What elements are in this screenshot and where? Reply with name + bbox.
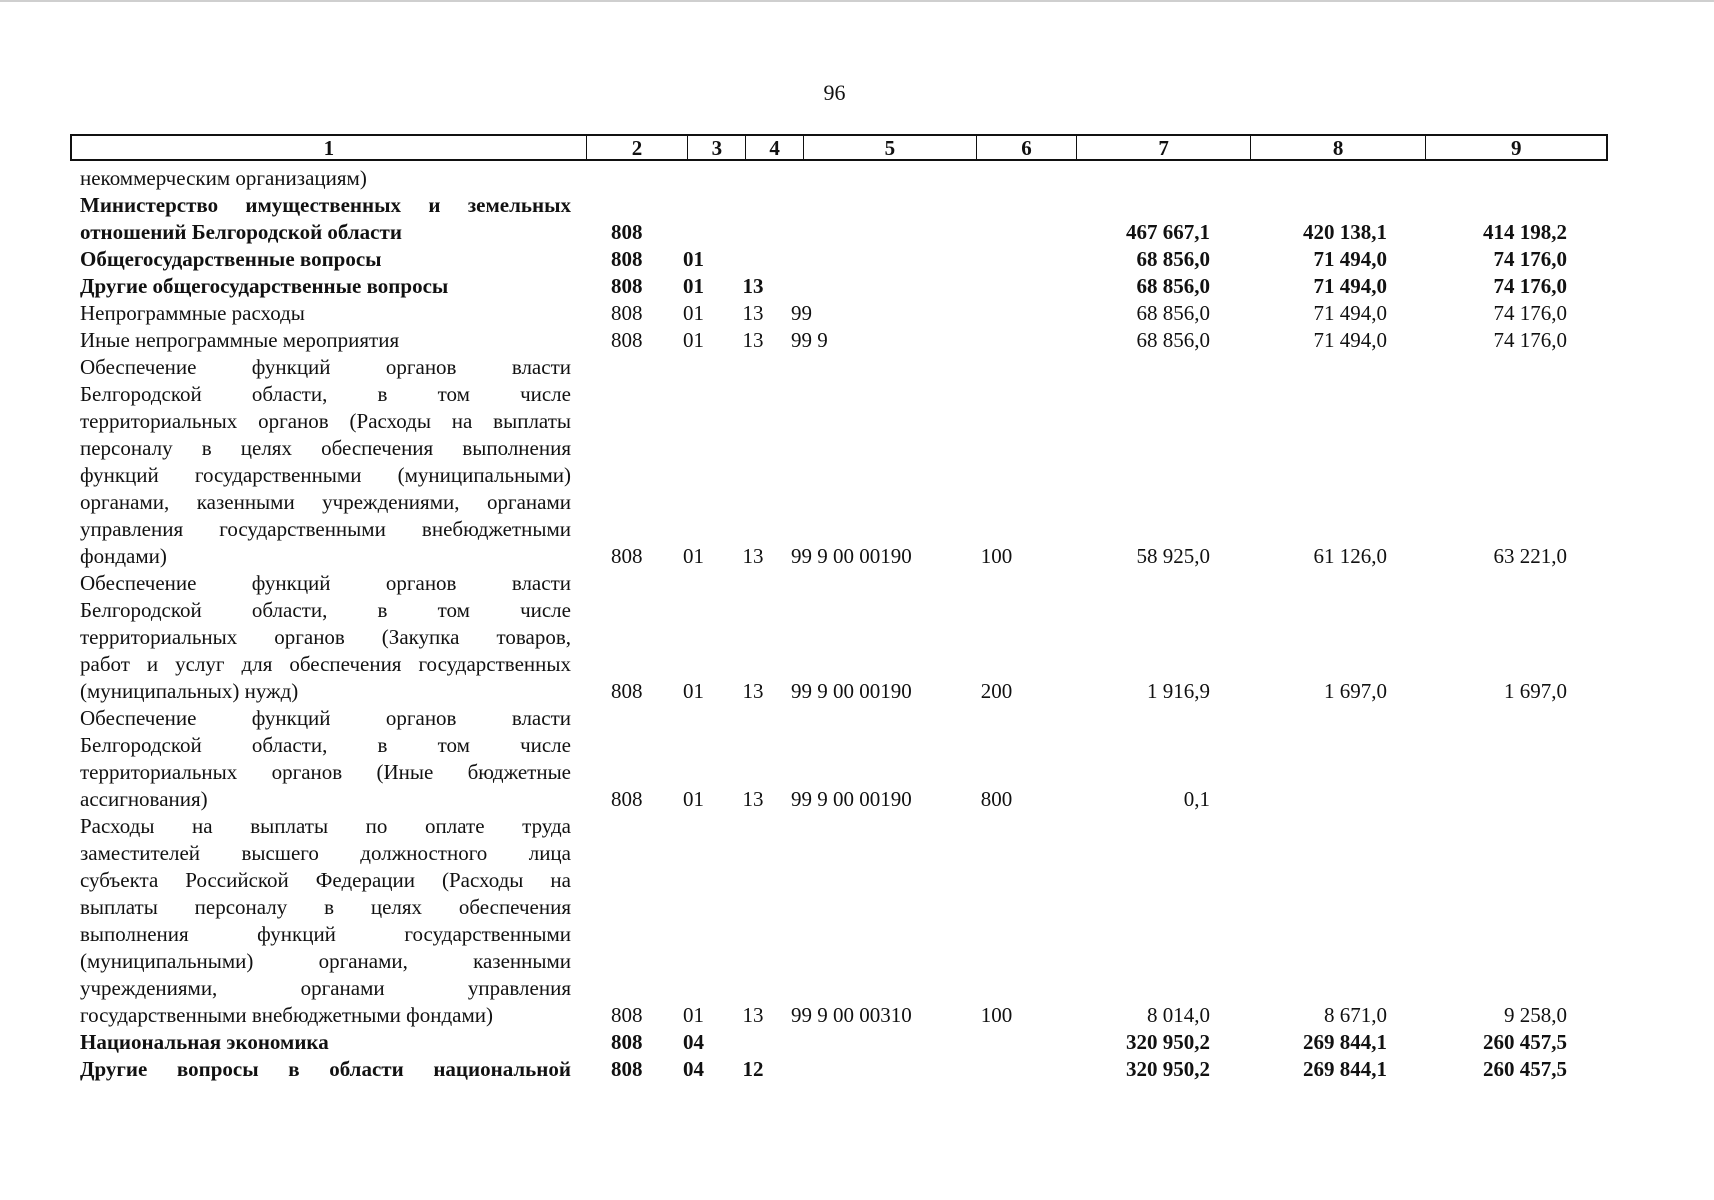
cell-col-4: 13 <box>742 787 764 811</box>
header-col-4: 4 <box>745 136 803 159</box>
description-line: органами, казенными учреждениями, органами <box>80 490 571 514</box>
cell-col-7: 68 856,0 <box>1136 274 1210 298</box>
description-line: территориальных органов (Иные бюджетные <box>80 760 571 784</box>
header-col-3: 3 <box>687 136 745 159</box>
cell-col-8: 71 494,0 <box>1313 328 1387 352</box>
header-col-1: 1 <box>323 136 335 160</box>
cell-col-7: 8 014,0 <box>1147 1003 1210 1027</box>
cell-col-9: 74 176,0 <box>1493 328 1567 352</box>
cell-col-9: 74 176,0 <box>1493 301 1567 325</box>
cell-col-7: 68 856,0 <box>1136 247 1210 271</box>
description-line: Непрограммные расходы <box>80 301 305 325</box>
table-row <box>80 1056 1610 1083</box>
cell-col-2: 808 <box>611 544 643 568</box>
table-row <box>80 273 1610 300</box>
cell-col-3: 01 <box>683 679 704 703</box>
row-description <box>80 354 571 570</box>
description-line: работ и услуг для обеспечения государственных <box>80 652 571 676</box>
table-header <box>70 134 1608 161</box>
cell-col-7: 1 916,9 <box>1147 679 1210 703</box>
table-row <box>80 165 1610 192</box>
row-description <box>80 192 571 246</box>
cell-col-5: 99 9 00 00190 <box>791 679 912 703</box>
cell-col-2: 808 <box>611 679 643 703</box>
description-line: персоналу в целях обеспечения выполнения <box>80 436 571 460</box>
header-col-2: 2 <box>586 136 688 159</box>
row-description <box>80 705 571 813</box>
cell-col-5: 99 9 <box>791 328 828 352</box>
description-line: Иные непрограммные мероприятия <box>80 328 400 352</box>
description-line: Белгородской области, в том числе <box>80 598 571 622</box>
cell-col-9: 1 697,0 <box>1504 679 1567 703</box>
description-line: управления государственными внебюджетными <box>80 517 571 541</box>
table-row <box>80 300 1610 327</box>
cell-col-7: 320 950,2 <box>1126 1030 1210 1054</box>
row-description <box>80 570 571 705</box>
description-line: субъекта Российской Федерации (Расходы на <box>80 868 571 892</box>
table-row <box>80 327 1610 354</box>
row-description <box>80 327 571 354</box>
cell-col-3: 01 <box>683 274 704 298</box>
cell-col-7: 0,1 <box>1183 787 1210 811</box>
description-line: Обеспечение функций органов власти <box>80 706 571 730</box>
description-line: выполнения функций государственными <box>80 922 571 946</box>
cell-col-3: 04 <box>683 1030 704 1054</box>
cell-col-9: 260 457,5 <box>1483 1057 1567 1081</box>
cell-col-8: 8 671,0 <box>1324 1003 1387 1027</box>
cell-col-4: 12 <box>742 1057 764 1081</box>
cell-col-3: 01 <box>683 787 704 811</box>
cell-col-2: 808 <box>611 220 643 244</box>
table-row <box>80 813 1610 1029</box>
cell-col-3: 01 <box>683 301 704 325</box>
cell-col-2: 808 <box>611 1030 643 1054</box>
cell-col-4: 13 <box>742 679 764 703</box>
header-col-5: 5 <box>803 136 976 159</box>
table-row <box>80 192 1610 246</box>
cell-col-5: 99 <box>791 301 812 325</box>
description-line: Расходы на выплаты по оплате труда <box>80 814 571 838</box>
cell-col-9: 414 198,2 <box>1483 220 1567 244</box>
cell-col-3: 04 <box>683 1057 704 1081</box>
description-line: Министерство имущественных и земельных <box>80 193 571 217</box>
cell-col-4: 13 <box>742 328 764 352</box>
cell-col-8: 71 494,0 <box>1313 247 1387 271</box>
description-line: отношений Белгородской области <box>80 220 402 244</box>
cell-col-9: 9 258,0 <box>1504 1003 1567 1027</box>
description-line: Обеспечение функций органов власти <box>80 355 571 379</box>
description-line: заместителей высшего должностного лица <box>80 841 571 865</box>
cell-col-9: 74 176,0 <box>1493 274 1567 298</box>
cell-col-6: 800 <box>980 787 1013 811</box>
cell-col-7: 68 856,0 <box>1136 301 1210 325</box>
cell-col-7: 68 856,0 <box>1136 328 1210 352</box>
cell-col-5: 99 9 00 00310 <box>791 1003 912 1027</box>
table-row <box>80 705 1610 813</box>
cell-col-9: 74 176,0 <box>1493 247 1567 271</box>
description-line: выплаты персоналу в целях обеспечения <box>80 895 571 919</box>
header-col-9: 9 <box>1425 136 1606 159</box>
cell-col-5: 99 9 00 00190 <box>791 787 912 811</box>
cell-col-8: 269 844,1 <box>1303 1057 1387 1081</box>
row-description <box>80 1029 571 1056</box>
cell-col-8: 71 494,0 <box>1313 274 1387 298</box>
description-line: Обеспечение функций органов власти <box>80 571 571 595</box>
cell-col-7: 320 950,2 <box>1126 1057 1210 1081</box>
table-row <box>80 246 1610 273</box>
description-line: территориальных органов (Расходы на выплаты <box>80 409 571 433</box>
description-line: (муниципальными) органами, казенными <box>80 949 571 973</box>
cell-col-3: 01 <box>683 544 704 568</box>
cell-col-4: 13 <box>742 274 764 298</box>
cell-col-6: 100 <box>980 544 1013 568</box>
cell-col-5: 99 9 00 00190 <box>791 544 912 568</box>
header-col-6: 6 <box>976 136 1077 159</box>
cell-col-9: 63 221,0 <box>1493 544 1567 568</box>
table-body <box>80 165 1610 1083</box>
cell-col-6: 100 <box>980 1003 1013 1027</box>
cell-col-8: 61 126,0 <box>1313 544 1387 568</box>
cell-col-2: 808 <box>611 247 643 271</box>
row-description <box>80 1056 571 1083</box>
cell-col-4: 13 <box>742 544 764 568</box>
row-description <box>80 246 571 273</box>
page-number: 96 <box>823 80 846 105</box>
cell-col-2: 808 <box>611 1057 643 1081</box>
header-col-8: 8 <box>1250 136 1426 159</box>
description-line: (муниципальных) нужд) <box>80 679 299 703</box>
table-row <box>80 1029 1610 1056</box>
description-line: некоммерческим организациям) <box>80 166 367 190</box>
cell-col-8: 269 844,1 <box>1303 1030 1387 1054</box>
cell-col-7: 467 667,1 <box>1126 220 1210 244</box>
row-description <box>80 813 571 1029</box>
cell-col-9: 260 457,5 <box>1483 1030 1567 1054</box>
description-line: учреждениями, органами управления <box>80 976 571 1000</box>
cell-col-3: 01 <box>683 1003 704 1027</box>
cell-col-4: 13 <box>742 1003 764 1027</box>
cell-col-2: 808 <box>611 1003 643 1027</box>
cell-col-8: 420 138,1 <box>1303 220 1387 244</box>
description-line: Белгородской области, в том числе <box>80 733 571 757</box>
cell-col-3: 01 <box>683 247 704 271</box>
scan-edge <box>0 0 1714 2</box>
cell-col-2: 808 <box>611 301 643 325</box>
description-line: территориальных органов (Закупка товаров, <box>80 625 571 649</box>
description-line: ассигнования) <box>80 787 208 811</box>
description-line: функций государственными (муниципальными) <box>80 463 571 487</box>
description-line: Белгородской области, в том числе <box>80 382 571 406</box>
cell-col-8: 71 494,0 <box>1313 301 1387 325</box>
row-description <box>80 273 571 300</box>
cell-col-8: 1 697,0 <box>1324 679 1387 703</box>
row-description <box>80 300 571 327</box>
cell-col-3: 01 <box>683 328 704 352</box>
description-line: фондами) <box>80 544 167 568</box>
cell-col-6: 200 <box>980 679 1013 703</box>
table-row <box>80 570 1610 705</box>
cell-col-4: 13 <box>742 301 764 325</box>
description-line: Другие общегосударственные вопросы <box>80 274 449 298</box>
header-col-7: 7 <box>1076 136 1250 159</box>
cell-col-2: 808 <box>611 328 643 352</box>
description-line: государственными внебюджетными фондами) <box>80 1003 494 1027</box>
table-row <box>80 354 1610 570</box>
cell-col-2: 808 <box>611 274 643 298</box>
cell-col-2: 808 <box>611 787 643 811</box>
description-line: Общегосударственные вопросы <box>80 247 382 271</box>
cell-col-7: 58 925,0 <box>1136 544 1210 568</box>
description-line: Другие вопросы в области национальной <box>80 1057 571 1081</box>
description-line: Национальная экономика <box>80 1030 329 1054</box>
row-description <box>80 165 571 192</box>
